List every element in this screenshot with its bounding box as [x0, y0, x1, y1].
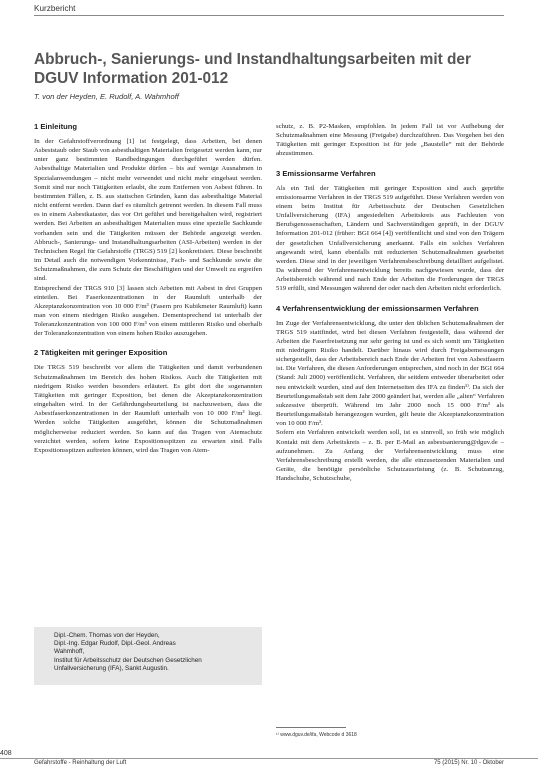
section-heading-method-development: 4 Verfahrensentwicklung der emissionsarmen Verfahren — [276, 303, 479, 313]
footer-journal: Gefahrstoffe - Reinhaltung der Luft — [34, 760, 127, 766]
paragraph-method-development: Im Zuge der Verfahrensentwicklung, die unter den üblichen Schutzmaßnahmen der TRGS 519 stattfindet, wird bei diesen Verfahren festgestellt, dass während der Arbeiten die Faserfreisetzung nur sehr gering ist und es sich somit um Tätigkeiten mit niedrigem Risiko handelt. Darüber hinaus wird durch Freigabemessungen sichergestellt, dass der Arbeitsbereich nach Ende der Arbeiten frei von Asbestfasern ist. Die Verfahren, die diesen Anforderungen entsprechen, sind noch in der BGI 664 (Stand: Juli 2000) veröffentlicht. Verfahren, die seitdem entweder überarbeitet oder neu entwickelt wurden, sind auf den Internetseiten des IFA zu finden¹⁾. Da sich der Beurteilungsmaßstab seit dem Jahr 2000 geändert hat, werden alle „alten“ Verfahren sukzessive überprüft. Während im Jahr 2000 noch 15 000 F/m³ als Beurteilungsmaßstab herangezogen wurden, gilt heute die Akzeptanzkonzentration von 10 000 F/m³. — [276, 319, 504, 428]
author-info-box — [34, 627, 262, 685]
footnote-divider — [276, 727, 346, 728]
author-line: T. von der Heyden, E. Rudolf, A. Wahmhoff — [34, 92, 179, 101]
section-kicker: Kurzbericht — [34, 4, 504, 16]
paragraph-contact: Sofern ein Verfahren entwickelt werden soll, ist es sinnvoll, so früh wie möglich Kontakt mit dem Arbeitskreis – z. B. per E-Mail an asbestsanierung@dguv.de – aufzunehmen. Zu Anfang der Verfahrensentwicklung muss eine Verfahrensbeschreibung erstellt werden, die alle einzusetzenden Materialien und Geräte, die benötigte persönliche Schutzausrüstung (z. B. Schutzanzug, Handschuhe, Schutzschuhe, — [276, 429, 504, 483]
author-info-line: Institut für Arbeitsschutz der Deutschen Gesetzlichen — [54, 656, 202, 664]
paragraph-trgs-910: Entsprechend der TRGS 910 [3] lassen sich Arbeiten mit Asbest in drei Gruppen einteilen. Bei Faserkonzentrationen in der Raumluft unterhalb der Akzeptanzkonzentration von 10 000 F/m³ (Fasern pro Kubikmeter Raumluft) kann man von einem niedrigen Risiko ausgehen. Dementsprechend ist unterhalb der Toleranzkonzentration von 100 000 F/m³ von einem mittleren Risiko und oberhalb der Toleranzkonzentration von einem hohen Risiko auszugehen. — [34, 284, 262, 338]
paragraph-introduction: In der Gefahrstoffverordnung [1] ist festgelegt, dass Arbeiten, bei denen Asbeststaub oder Staub von asbesthaltigen Materialien freigesetzt werden kann, nur unter ganz bestimmten Randbedingungen durchgeführt werden dürfen. Asbesthaltige Materialien und Produkte dürfen – bis auf wenige Ausnahmen in Spezialanwendungen – nicht mehr verwendet und nicht mehr eingebaut werden. Somit sind nur noch Tätigkeiten erlaubt, die zum Entfernen von Asbest führen. In bestimmten Fällen, z. B. aus statischen Gründen, kann das asbesthaltige Material nicht entfernt werden. Dann darf es räumlich getrennt werden. In diesem Fall muss es in einem Asbestkataster, das vor Ort geführt und bereitgehalten wird, registriert werden. Bei Arbeiten an asbesthaltigen Materialien muss eine spezielle Sachkunde vorhanden sein und die Tätigkeiten müssen der Behörde angezeigt werden. Abbruch-, Sanierungs- und Instandhaltungsarbeiten (ASI-Arbeiten) werden in der Technischen Regel für Gefahrstoffe (TRGS) 519 [2] konkretisiert. Diese beschreibt im Detail auch die notwendigen Vorkenntnisse, Fach- und Sachkunde sowie die Schutzmaßnahmen, die zum Schutz der Beschäftigten und der Umwelt zu ergreifen sind. — [34, 138, 262, 283]
section-heading-low-exposure: 2 Tätigkeiten mit geringer Exposition — [34, 348, 168, 358]
page-number: 408 — [0, 750, 12, 757]
author-info-line: Unfallversicherung (IFA), Sankt Augustin. — [54, 664, 169, 672]
spacer — [276, 294, 504, 304]
spacer — [34, 338, 262, 348]
left-column — [34, 122, 262, 455]
section-heading-low-emission-methods: 3 Emissionsarme Verfahren — [276, 168, 376, 178]
paragraph-low-exposure: Die TRGS 519 beschreibt vor allem die Tätigkeiten und damit verbundenen Schutzmaßnahmen im Bereich des hohen Risikos. Auch die Tätigkeiten mit niedrigem Risiko werden besonders erläutert. Es gibt dort die sogenannten Tätigkeiten mit geringer Exposition, bei denen die Akzeptanzkonzentration eingehalten wird. In der Gefährdungsbeurteilung ist nachzuweisen, dass die Asbestfaserkonzentrationen in der Raumluft unterhalb von 10 000 F/m³ liegt. Werden solche Tätigkeiten ausgeführt, können die Schutzmaßnahmen möglicherweise reduziert werden. So kann auf das Tragen von Atemschutz verzichtet werden, sofern keine Expositionsspitzen zu erwarten sind. Falls Expositionsspitzen auftreten können, wird das Tragen von Atem- — [34, 364, 262, 454]
right-column — [276, 122, 504, 483]
author-info-line: Dipl.-Ing. Edgar Rudolf, Dipl.-Geol. Andreas — [54, 640, 176, 648]
author-info-line: Dipl.-Chem. Thomas von der Heyden, — [54, 632, 160, 639]
paragraph-continuation: schutz, z. B. P2-Masken, empfohlen. In jedem Fall ist vor Aufhebung der Schutzmaßnahmen eine Messung (Freigabe) durchzuführen. Das Vorgehen bei den Tätigkeiten mit geringer Exposition ist für jede „Baustelle“ mit der Behörde abzustimmen. — [276, 123, 504, 158]
footer-divider — [0, 758, 538, 759]
author-info-line: Wahmhoff, — [54, 648, 85, 656]
spacer — [276, 159, 504, 169]
section-heading-introduction: 1 Einleitung — [34, 122, 78, 131]
paragraph-low-emission-methods: Als ein Teil der Tätigkeiten mit geringer Exposition sind auch geprüfte emissionsarme Verfahren in der TRGS 519 aufgeführt. Diese Verfahren werden von einem beim Institut für Arbeitsschutz der Deutschen Gesetzlichen Unfallversicherung (IFA) angesiedelten Arbeitskreis aus Fachleuten von Berufsgenossenschaften, Ländern und Sachverständigen geprüft, in der DGUV Information 201-012 (früher: BGI 664 [4]) veröffentlicht und sind von den Trägern der gesetzlichen Unfallversicherung anerkannt. Falls ein solches Verfahren angewandt wird, kann ebenfalls mit reduzierten Schutzmaßnahmen gearbeitet werden. Diese sind in der jeweiligen Verfahrensbeschreibung detailliert aufgelistet. Da während der Verfahrensentwicklung bereits nachgewiesen wurde, dass der Arbeitsbereich während und nach Ende der Arbeiten die Forderungen der TRGS 519 erfüllt, sind Messungen während der oder nach den Arbeiten nicht erforderlich. — [276, 184, 504, 293]
article-title: Abbruch-, Sanierungs- und Instandhaltungsarbeiten mit der DGUV Information 201-012 — [34, 51, 471, 87]
footnote: ¹⁾ www.dguv.de/ifa, Webcode d 3618 — [276, 732, 357, 738]
footer-issue: 75 (2015) Nr. 10 - Oktober — [433, 760, 504, 766]
